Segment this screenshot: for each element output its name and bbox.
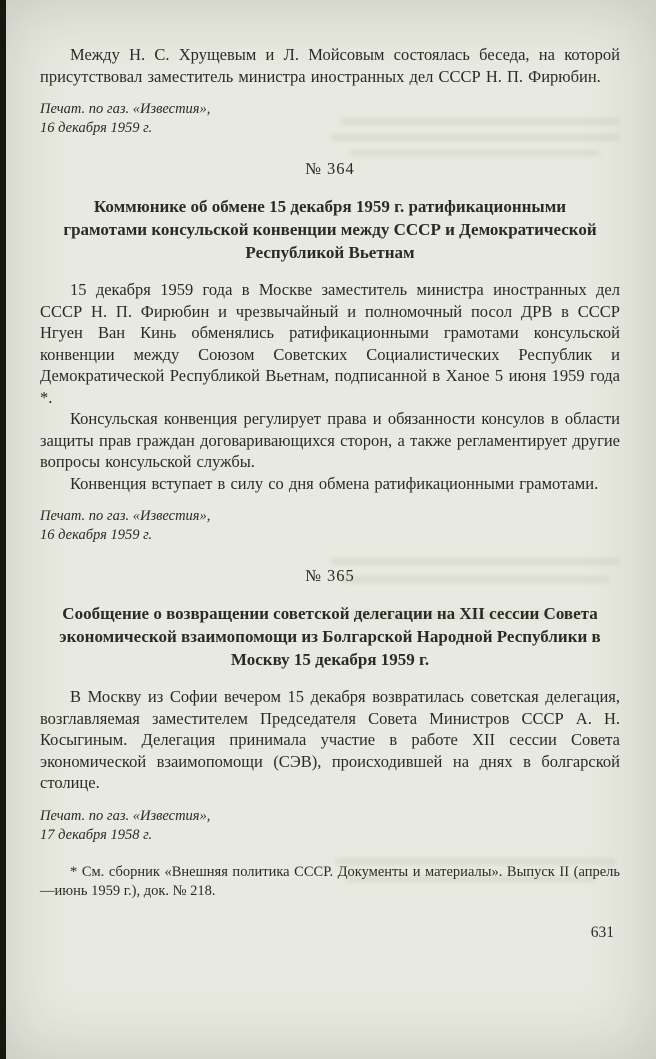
doc-title-364: Коммюнике об обмене 15 декабря 1959 г. ратификационными грамотами консульской конвенции между СССР и Демократической Республикой Вьетнам <box>63 197 597 262</box>
body-paragraph: Конвенция вступает в силу со дня обмена ратификационными грамотами. <box>70 473 599 493</box>
source-line: Печат. по газ. «Известия», <box>40 101 211 117</box>
source-line: 16 декабря 1959 г. <box>40 527 153 543</box>
scan-edge-left <box>0 0 6 1059</box>
source-note-intro <box>40 100 620 138</box>
doc-title-365: Сообщение о возвращении советской делегации на XII сессии Совета экономической взаимопомощи из Болгарской Народной Республики в Москву 15 декабря 1959 г. <box>59 604 601 669</box>
source-note-365 <box>40 807 620 845</box>
intro-paragraph: Между Н. С. Хрущевым и Л. Мойсовым состоялась беседа, на которой присутствовал заместитель министра иностранных дел СССР Н. П. Фирюбин. <box>40 45 620 86</box>
source-line: 16 декабря 1959 г. <box>40 120 153 136</box>
page-number: 631 <box>590 923 614 941</box>
body-paragraph: В Москву из Софии вечером 15 декабря возвратилась советская делегация, возглавляемая заместителем Председателя Совета Министров СССР А. Н. Косыгиным. Делегация принимала участие в работе XII сессии Совета экономической взаимопомощи (СЭВ), происходившей на днях в болгарской столице. <box>40 687 620 792</box>
doc-number-364: № 364 <box>305 159 355 178</box>
source-line: 17 декабря 1958 г. <box>40 826 153 843</box>
source-line: Печат. по газ. «Известия», <box>40 508 211 524</box>
source-note-364 <box>40 507 620 545</box>
doc-number-365: № 365 <box>305 566 355 585</box>
source-line: Печат. по газ. «Известия», <box>40 807 211 824</box>
footnote: * См. сборник «Внешняя политика СССР. Документы и материалы». Выпуск II (апрель—июнь 1959 г.), док. № 218. <box>40 863 620 899</box>
body-paragraph: 15 декабря 1959 года в Москве заместитель министра иностранных дел СССР Н. П. Фирюбин и чрезвычайный и полномочный посол ДРВ в СССР Нгуен Ван Кинь обменялись ратификационными грамотами консульской конвенции между Союзом Советских Социалистических Республик и Демократической Республикой Вьетнам, подписанной в Ханое 5 июня 1959 года *. <box>40 280 620 407</box>
page-content <box>40 44 620 942</box>
body-paragraph: Консульская конвенция регулирует права и обязанности консулов в области защиты прав граждан договаривающихся сторон, а также регламентирует другие вопросы консульской службы. <box>40 409 620 471</box>
